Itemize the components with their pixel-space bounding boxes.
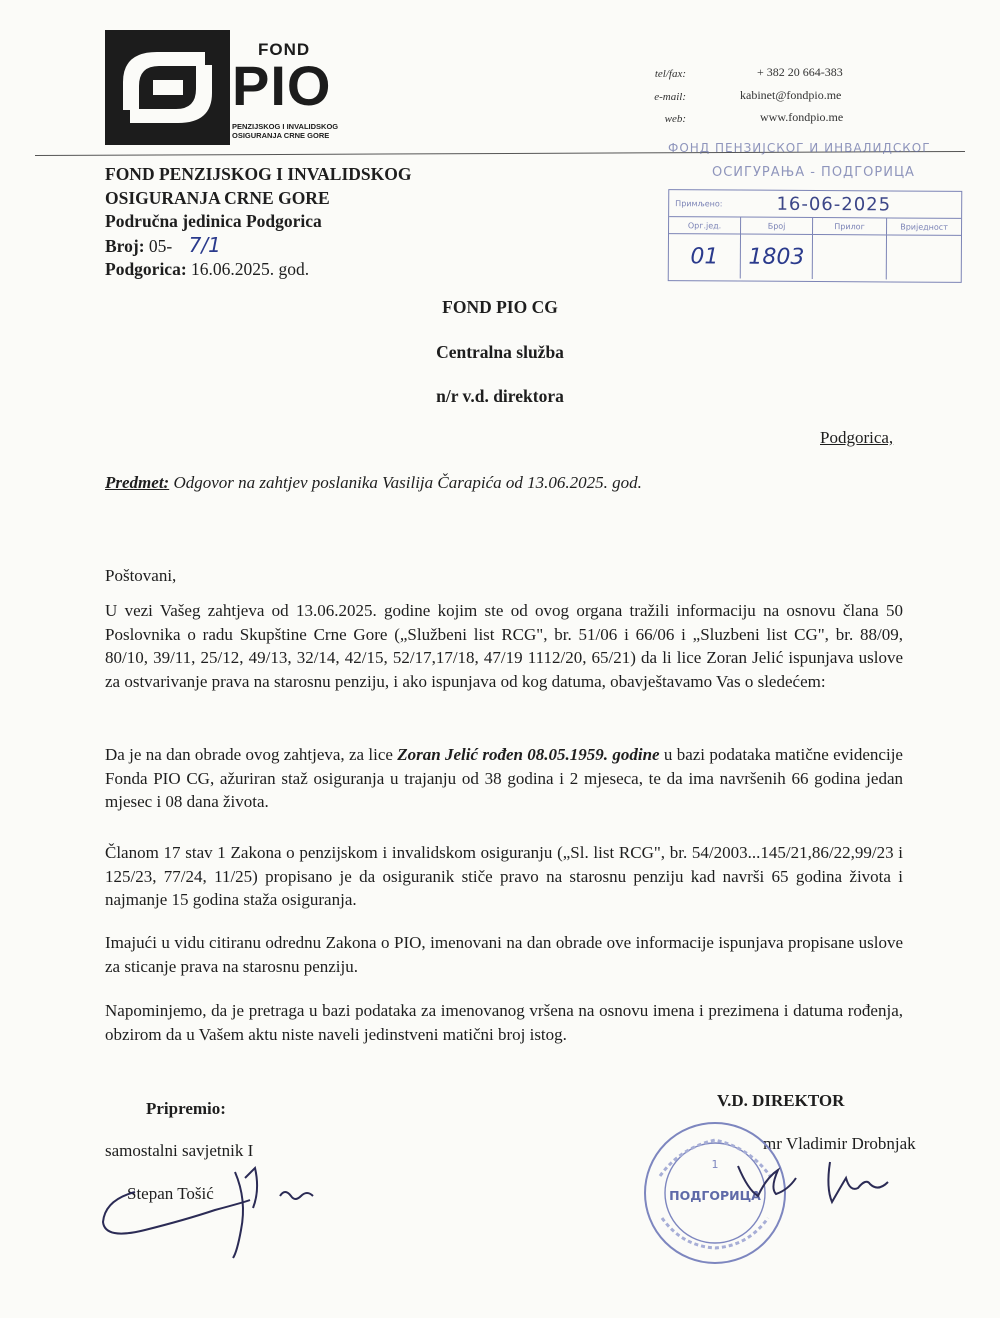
email-label: e-mail: xyxy=(654,91,686,103)
prepared-label: Pripremio: xyxy=(146,1099,226,1118)
greeting: Poštovani, xyxy=(105,566,177,585)
addressee-line1: FOND PIO CG xyxy=(442,297,558,317)
receipt-stamp-header-row xyxy=(669,217,961,236)
logo-pio-text: PIO xyxy=(232,54,332,117)
receipt-stamp-value-value xyxy=(887,235,961,279)
sender-block xyxy=(105,163,411,282)
reference-number xyxy=(105,234,411,259)
web-label: web: xyxy=(664,113,686,125)
paragraph-5: Napominjemo, da je pretraga u bazi podataka za imenovanog vršena na osnovu imena i prezimena i datuma rođenja, obzirom da u Vašem aktu niste naveli jedinstveni matični broj istog. xyxy=(105,1001,903,1044)
subject-label: Predmet: xyxy=(105,473,170,492)
paragraph-4: Imajući u vidu citiranu odrednu Zakona o PIO, imenovani na dan obrade ove informacije ispunjava propisane uslove za sticanje prava na starosnu penziju. xyxy=(105,933,903,976)
logo-swirl-icon xyxy=(105,30,230,145)
director-label: V.D. DIREKTOR xyxy=(717,1091,845,1110)
place-label: Podgorica: xyxy=(105,259,187,279)
receipt-stamp-col-number: Број xyxy=(741,218,813,234)
receipt-stamp-date: 16-06-2025 xyxy=(776,193,892,215)
broj-handwritten: 7/1 xyxy=(188,232,221,257)
paragraph-2 xyxy=(105,743,903,814)
logo-subtitle-line2: OSIGURANJA CRNE GORE xyxy=(232,131,330,140)
receipt-stamp-row-date xyxy=(669,190,961,219)
receipt-stamp-title2: ОСИГУРАЊА - ПОДГОРИЦА xyxy=(712,165,915,180)
email-value: kabinet@fondpio.me xyxy=(740,88,842,102)
web-value: www.fondpio.me xyxy=(760,110,844,124)
logo-fond-text: FOND xyxy=(258,40,311,59)
preparer-signature xyxy=(95,1160,335,1270)
subject-text: Odgovor na zahtjev poslanika Vasilija Čarapića od 13.06.2025. god. xyxy=(173,473,642,492)
addressee-line3: n/r v.d. direktora xyxy=(436,386,564,406)
seal-number: 1 xyxy=(711,1158,719,1171)
broj-label: Broj: xyxy=(105,235,145,256)
place-date: 16.06.2025. god. xyxy=(191,259,310,279)
tel-label: tel/fax: xyxy=(654,68,686,80)
receipt-stamp-col-value: Вриједност xyxy=(900,222,948,232)
broj-value: 05- xyxy=(148,235,173,256)
receipt-stamp xyxy=(668,189,963,283)
sender-line3: Područna jedinica Podgorica xyxy=(105,211,322,231)
receipt-stamp-value-row xyxy=(669,234,961,280)
receipt-stamp-col-attachment: Прилог xyxy=(813,218,887,234)
prepared-title: samostalni savjetnik I xyxy=(105,1141,254,1160)
addressee-line2: Centralna služba xyxy=(436,342,564,362)
director-name: mr Vladimir Drobnjak xyxy=(763,1134,916,1153)
sender-line2: OSIGURANJA CRNE GORE xyxy=(105,187,330,208)
receipt-stamp-col-org: Орг.јед. xyxy=(669,217,741,233)
date-line xyxy=(105,258,411,282)
paragraph-2-person: Zoran Jelić rođen 08.05.1959. godine xyxy=(397,745,660,764)
paragraph-2-end: u bazi podataka matične evidencije Fonda PIO CG, ažuriran staž osiguranja u trajanju od 38 godina i 2 mjeseca, te da ima navršenih 66 godina jedan mjesec i 08 dana života. xyxy=(105,745,903,811)
receipt-stamp-received-label: Примљено: xyxy=(675,198,723,208)
receipt-stamp-number-value: 1803 xyxy=(741,235,813,279)
subject-line xyxy=(105,473,642,493)
prepared-name: Stepan Tošić xyxy=(127,1184,214,1203)
tel-value: + 382 20 664-383 xyxy=(757,65,843,79)
seal-city: ПОДГОРИЦА xyxy=(669,1188,761,1203)
receipt-stamp-title1: ФОНД ПЕНЗИЈСКОГ И ИНВАЛИДСКОГ xyxy=(668,141,931,155)
sender-line1: FOND PENZIJSKOG I INVALIDSKOG xyxy=(105,164,412,184)
director-signature xyxy=(718,1148,918,1228)
receipt-stamp-org-value: 01 xyxy=(669,234,741,278)
paragraph-2-start: Da je na dan obrade ovog zahtjeva, za lice xyxy=(105,745,398,764)
logo-subtitle-line1: PENZIJSKOG I INVALIDSKOG xyxy=(232,122,339,131)
logo-subtitle xyxy=(232,122,372,140)
paragraph-3: Članom 17 stav 1 Zakona o penzijskom i invalidskom osiguranju („Sl. list RCG", br. 54/2003...145/21,86/22,99/23 i 125/23, 77/24, 11/25) propisano je da osiguranik stiče pravo na starosnu penziju kad navrši 65 godina života i najmanje 15 godina staža osiguranja. xyxy=(105,843,903,909)
logo-mark xyxy=(105,30,230,145)
receipt-stamp-attachment-value xyxy=(813,235,887,279)
paragraph-1: U vezi Vašeg zahtjeva od 13.06.2025. godine kojim ste od ovog organa tražili informaciju na osnovu člana 50 Poslovnika o radu Skupštine Crne Gore („Službeni list RCG", br. 51/06 i 66/06 i „Sluzbeni list CG", br. 88/09, 80/10, 39/11, 25/12, 49/13, 32/14, 42/15, 52/17,17/18, 47/19 1112/20, 65/21) da li lice Zoran Jelić ispunjava uslove za ostvarivanje prava na starosnu penziju, i ako ispunjava od kog datuma, obavještavamo Vas o sledećem: xyxy=(105,601,903,691)
addressee-city: Podgorica, xyxy=(820,428,894,447)
